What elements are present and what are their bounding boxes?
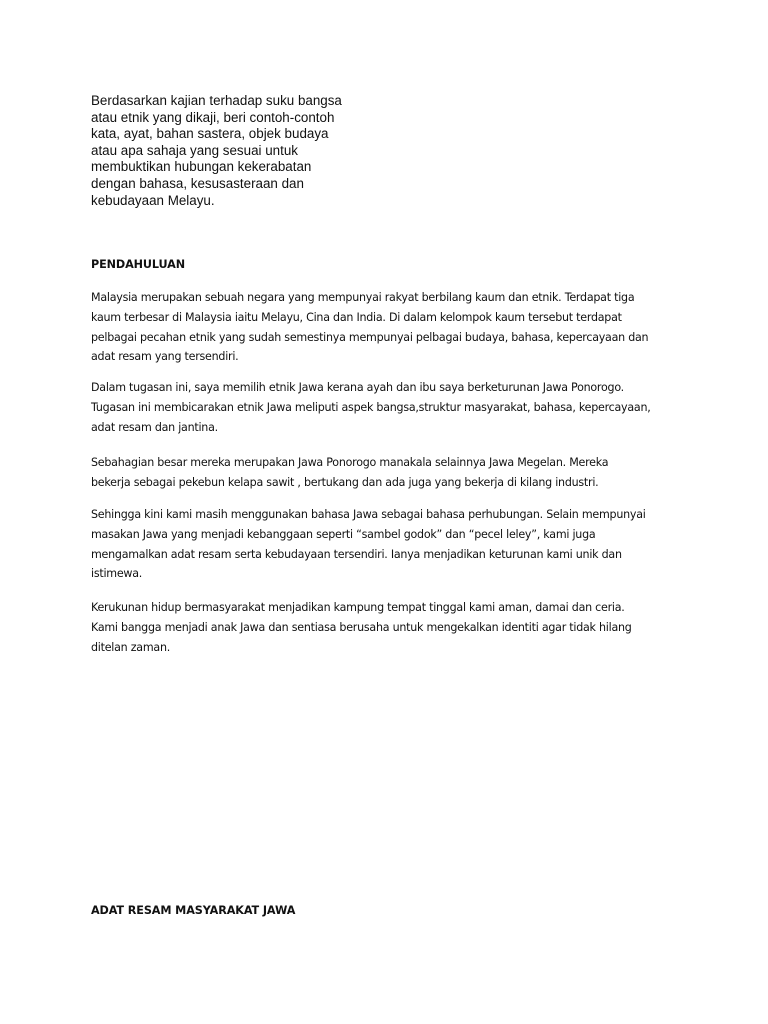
paragraph-line: Sehingga kini kami masih menggunakan bahasa Jawa sebagai bahasa perhubungan. Selain mempunyai: [91, 508, 646, 521]
question-line: atau apa sahaja yang sesuai untuk: [91, 142, 298, 158]
section-heading: ADAT RESAM MASYARAKAT JAWA: [91, 904, 296, 917]
question-line: Berdasarkan kajian terhadap suku bangsa: [91, 93, 342, 108]
paragraph-line: ditelan zaman.: [91, 640, 171, 654]
question-line: atau etnik yang dikaji, beri contoh-contoh: [91, 109, 335, 125]
assignment-question: [91, 93, 371, 209]
paragraph-line: Malaysia merupakan sebuah negara yang mempunyai rakyat berbilang kaum dan etnik. Terdapat tiga: [91, 291, 635, 304]
question-line: kebudayaan Melayu.: [91, 192, 215, 208]
paragraph-4: [91, 505, 691, 584]
paragraph-line: adat resam dan jantina.: [91, 420, 218, 434]
paragraph-line: Sebahagian besar mereka merupakan Jawa Ponorogo manakala selainnya Jawa Megelan. Mereka: [91, 456, 609, 469]
paragraph-line: adat resam yang tersendiri.: [91, 350, 239, 364]
paragraph-line: mengamalkan adat resam serta kebudayaan tersendiri. Ianya menjadikan keturunan kami unik dan: [91, 547, 622, 561]
paragraph-line: Kami bangga menjadi anak Jawa dan sentiasa berusaha untuk mengekalkan identiti agar tidak hilang: [91, 620, 632, 634]
paragraph-line: Dalam tugasan ini, saya memilih etnik Jawa kerana ayah dan ibu saya berketurunan Jawa Ponorogo.: [91, 381, 624, 394]
intro-heading: PENDAHULUAN: [91, 258, 185, 271]
question-line: membuktikan hubungan kekerabatan: [91, 159, 312, 175]
paragraph-1: [91, 288, 691, 367]
paragraph-5: [91, 598, 691, 657]
paragraph-line: istimewa.: [91, 567, 143, 581]
paragraph-line: Tugasan ini membicarakan etnik Jawa meliputi aspek bangsa,struktur masyarakat, bahasa, kepercayaan,: [91, 400, 651, 414]
paragraph-line: Kerukunan hidup bermasyarakat menjadikan kampung tempat tinggal kami aman, damai dan ceria.: [91, 601, 625, 614]
paragraph-line: kaum terbesar di Malaysia iaitu Melayu, Cina dan India. Di dalam kelompok kaum tersebut terdapat: [91, 310, 622, 324]
paragraph-3: [91, 453, 691, 493]
paragraph-line: masakan Jawa yang menjadi kebanggaan seperti “sambel godok” dan “pecel leley”, kami juga: [91, 527, 596, 541]
paragraph-line: bekerja sebagai pekebun kelapa sawit , bertukang dan ada juga yang bekerja di kilang industri.: [91, 475, 599, 489]
question-line: kata, ayat, bahan sastera, objek budaya: [91, 126, 329, 142]
question-line: dengan bahasa, kesusasteraan dan: [91, 175, 304, 191]
paragraph-2: [91, 378, 691, 437]
paragraph-line: pelbagai pecahan etnik yang sudah semestinya mempunyai pelbagai budaya, bahasa, kepercayaan dan: [91, 330, 649, 344]
